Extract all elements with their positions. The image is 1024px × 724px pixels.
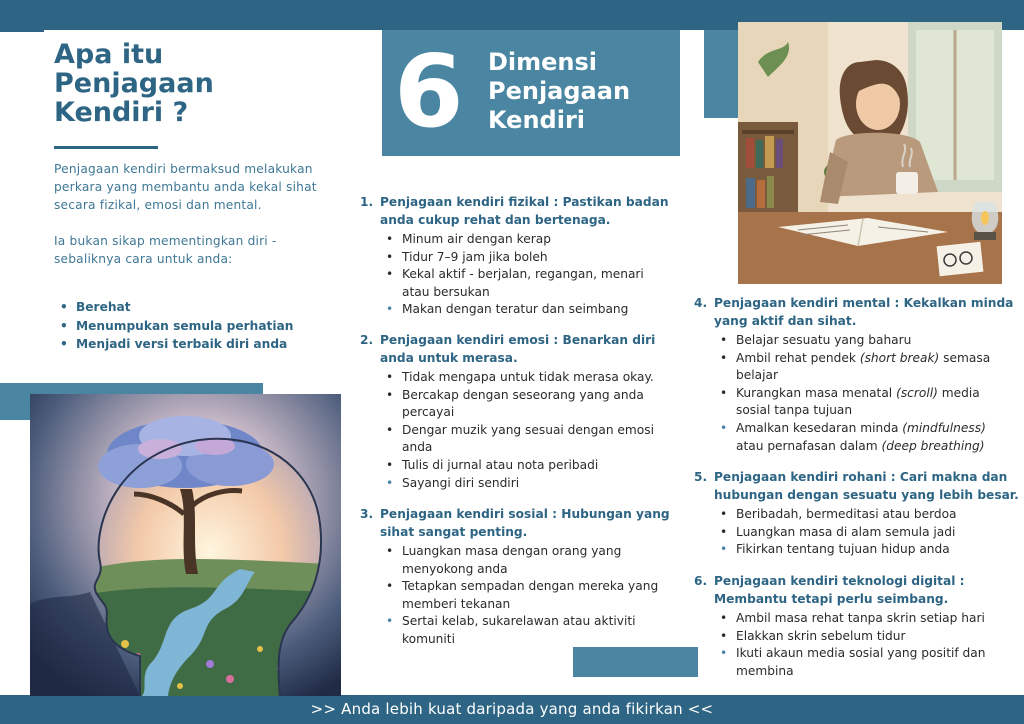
- benefit-item: • Menumpukan semula perhatian: [58, 317, 338, 336]
- section-title: Penjagaan kendiri sosial : Hubungan yang sihat sangat penting.: [380, 507, 670, 539]
- header-title-line: Dimensi: [488, 48, 598, 76]
- section-social: [360, 506, 670, 649]
- section-number: 3.: [360, 507, 374, 521]
- item-text: Ambil rehat pendek: [736, 350, 856, 365]
- section-list: [360, 369, 670, 492]
- list-item: • Tidur 7–9 jam jika boleh: [360, 249, 670, 267]
- section-number: 6.: [694, 574, 708, 588]
- item-text: Amalkan kesedaran minda: [736, 420, 899, 435]
- section-number: 5.: [694, 470, 708, 484]
- header-title-line: Penjagaan: [488, 77, 631, 105]
- list-item: [694, 385, 1006, 420]
- list-item: [694, 350, 1006, 385]
- list-item: • Elakkan skrin sebelum tidur: [694, 628, 1004, 646]
- item-term: (scroll): [896, 385, 938, 400]
- footer-tagline: >> Anda lebih kuat daripada yang anda fikirkan <<: [310, 700, 714, 718]
- list-item: [694, 332, 1004, 350]
- list-item: • Fikirkan tentang tujuan hidup anda: [694, 541, 1004, 559]
- top-left-stripe: [0, 30, 44, 32]
- section-physical: [360, 194, 670, 319]
- item-term: (deep breathing): [881, 438, 985, 453]
- list-item: • Tidak mengapa untuk tidak merasa okay.: [360, 369, 670, 387]
- list-item: • Sayangi diri sendiri: [360, 475, 670, 493]
- item-text: semasa belajar: [736, 350, 991, 383]
- benefit-item: • Berehat: [58, 298, 338, 317]
- item-term: (short break): [859, 350, 940, 365]
- list-item: • Sertai kelab, sukarelawan atau aktiviti komuniti: [360, 613, 682, 648]
- list-item: • Ambil masa rehat tanpa skrin setiap hari: [694, 610, 1004, 628]
- list-item: • Minum air dengan kerap: [360, 231, 670, 249]
- section-list: [694, 610, 1004, 680]
- section-title: Penjagaan kendiri teknologi digital : Membantu tetapi perlu seimbang.: [714, 574, 965, 606]
- list-item: • Luangkan masa dengan orang yang menyokong anda: [360, 543, 652, 578]
- page-title: [54, 40, 354, 127]
- section-title: Penjagaan kendiri emosi : Benarkan diri anda untuk merasa.: [380, 333, 656, 365]
- section-spiritual: [694, 469, 1019, 559]
- section-heading: [694, 469, 1024, 504]
- list-item: • Dengar muzik yang sesuai dengan emosi anda: [360, 422, 672, 457]
- list-item: • Tetapkan sempadan dengan mereka yang memberi tekanan: [360, 578, 682, 613]
- item-text: media sosial tanpa tujuan: [736, 385, 980, 418]
- section-number: 1.: [360, 195, 374, 209]
- center-bottom-block: [573, 647, 698, 677]
- item-text: Belajar sesuatu yang baharu: [736, 333, 912, 347]
- title-line: Penjagaan: [54, 68, 214, 99]
- intro-paragraph: Penjagaan kendiri bermaksud melakukan perkara yang membantu anda kekal sihat secara fizikal, emosi dan mental.: [54, 162, 317, 212]
- list-item: • Beribadah, bermeditasi atau berdoa: [694, 506, 1004, 524]
- section-list: [360, 231, 670, 319]
- header-number: 6: [394, 33, 464, 150]
- section-heading: [694, 295, 1024, 330]
- item-term: (mindfulness): [902, 420, 986, 435]
- head-tree-illustration: [30, 394, 341, 696]
- list-item: • Ikuti akaun media sosial yang positif dan membina: [694, 645, 1006, 680]
- intro-paragraph: Ia bukan sikap mementingkan diri - sebaliknya cara untuk anda:: [54, 234, 277, 266]
- list-item: • Kekal aktif - berjalan, regangan, menari atau bersukan: [360, 266, 652, 301]
- list-item: • Tulis di jurnal atau nota peribadi: [360, 457, 670, 475]
- item-text: atau pernafasan dalam: [736, 438, 878, 453]
- section-mental: [694, 295, 1014, 455]
- section-title: Penjagaan kendiri fizikal : Pastikan badan anda cukup rehat dan bertenaga.: [380, 195, 669, 227]
- benefit-item: • Menjadi versi terbaik diri anda: [58, 335, 338, 354]
- section-heading: [360, 506, 670, 541]
- list-item: [694, 420, 1011, 455]
- right-top-bar: [704, 30, 738, 118]
- section-heading: [360, 194, 670, 229]
- section-heading: [360, 332, 670, 367]
- section-number: 2.: [360, 333, 374, 347]
- section-digital: [694, 573, 1004, 680]
- section-title: Penjagaan kendiri mental : Kekalkan minda yang aktif dan sihat.: [714, 296, 1014, 328]
- section-number: 4.: [694, 296, 708, 310]
- section-list: [694, 506, 1004, 559]
- title-underline: [54, 146, 158, 149]
- intro-text: [54, 160, 324, 268]
- section-list: [360, 543, 670, 649]
- section-list: [694, 332, 1004, 455]
- section-heading: [694, 573, 994, 608]
- section-title: Penjagaan kendiri rohani : Cari makna dan hubungan dengan sesuatu yang lebih besar.: [714, 470, 1019, 502]
- title-line: Apa itu: [54, 39, 164, 70]
- journaling-photo: [738, 22, 1002, 284]
- list-item: • Luangkan masa di alam semula jadi: [694, 524, 1004, 542]
- list-item: • Makan dengan teratur dan seimbang: [360, 301, 670, 319]
- item-text: Kurangkan masa menatal: [736, 385, 893, 400]
- header-title-line: Kendiri: [488, 106, 586, 134]
- header-title: [488, 48, 630, 135]
- list-item: • Bercakap dengan seseorang yang anda percayai: [360, 387, 652, 422]
- benefits-list: [58, 298, 338, 354]
- section-emotional: [360, 332, 670, 492]
- title-line: Kendiri ?: [54, 97, 189, 128]
